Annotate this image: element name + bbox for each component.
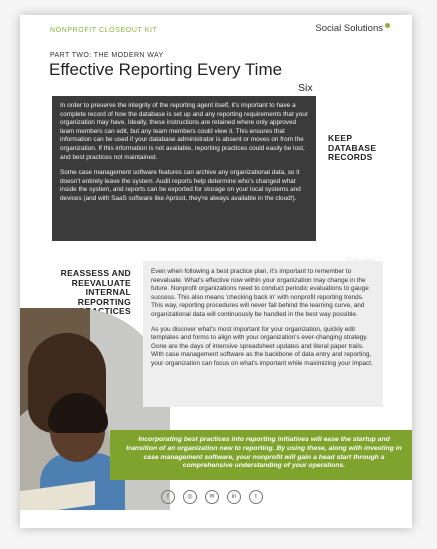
heading-line: KEEP	[328, 133, 353, 143]
step-seven-text-box	[143, 261, 383, 407]
heading-line: RECORDS	[328, 152, 373, 162]
brand-name: Social Solutions	[315, 23, 383, 34]
step-six-paragraph: In order to preserve the integrity of the reporting agent itself, it's important to have a complete record of how the database is set up and any reporting requirements that your organization may have. Ideally, these instructions are retained where only approved team members can edit, but any team members could view it. This ensures that information can be used if your database administrator is absent or moves on from the organization. If this information is not available, reporting practices could easily be lost, and best practices not maintained.	[60, 102, 308, 161]
document-page	[20, 15, 412, 528]
callout-banner	[110, 430, 412, 480]
linkedin-icon[interactable]: in	[227, 490, 241, 504]
email-icon[interactable]: ✉	[205, 490, 219, 504]
heading-line: DATABASE	[328, 142, 377, 153]
brand-logo	[315, 23, 390, 34]
social-links	[161, 490, 263, 504]
heading-line: REASSESS AND	[60, 268, 131, 278]
part-label: PART TWO: THE MODERN WAY	[50, 52, 164, 59]
facebook-icon[interactable]: f	[161, 490, 175, 504]
heading-line: REEVALUATE	[71, 277, 131, 288]
step-six-number: Six	[298, 82, 313, 94]
heading-line: INTERNAL	[85, 287, 131, 297]
kit-label: NONPROFIT CLOSEOUT KIT	[50, 27, 158, 34]
page-title: Effective Reporting Every Time	[49, 60, 283, 79]
step-seven-paragraph: As you discover what's most important for your organization, quickly edit templates and forms to align with your organization's ever-changing strategy. Gone are the days of intensive spreadsheet updates and literal paper trails. With case management software as the backbone of data entry and reporting, your organization can focus on what's important while maximizing your impact.	[151, 325, 373, 367]
brand-dot-icon	[385, 23, 390, 28]
step-six-heading	[328, 134, 376, 163]
step-seven-paragraph: Even when following a best practice plan, it's important to remember to reevaluate. What's effective now within your organization may change in the future. Nonprofit organizations need to conduct periodic evaluations to gauge success. This also means 'checking back in' with nonprofit reporting trends. This way, reporting procedures will never fall behind the learning curve, and organizational data will continuously be handled in the best way possible.	[151, 268, 369, 318]
heading-line: REPORTING	[77, 296, 131, 307]
twitter-icon[interactable]: t	[249, 490, 263, 504]
step-six-paragraph: Some case management software features can archive any organizational data, so it doesn't entirely leave the system. Audit reports help determine who's changed what inside the system, and reports can be exported for storage on your local systems and devices (and with SaaS software like Apricot, they're always available in the cloud!).	[60, 169, 301, 202]
callout-text: Incorporating best practices into reporting initiatives will ease the startup and transition of an organization new to reporting. By using these, along with investing in case management software, your nonprofit will gain a head start through a comprehensive understanding of your operations.	[126, 436, 402, 470]
step-six-text-box	[52, 96, 316, 241]
globe-icon[interactable]: ◎	[183, 490, 197, 504]
